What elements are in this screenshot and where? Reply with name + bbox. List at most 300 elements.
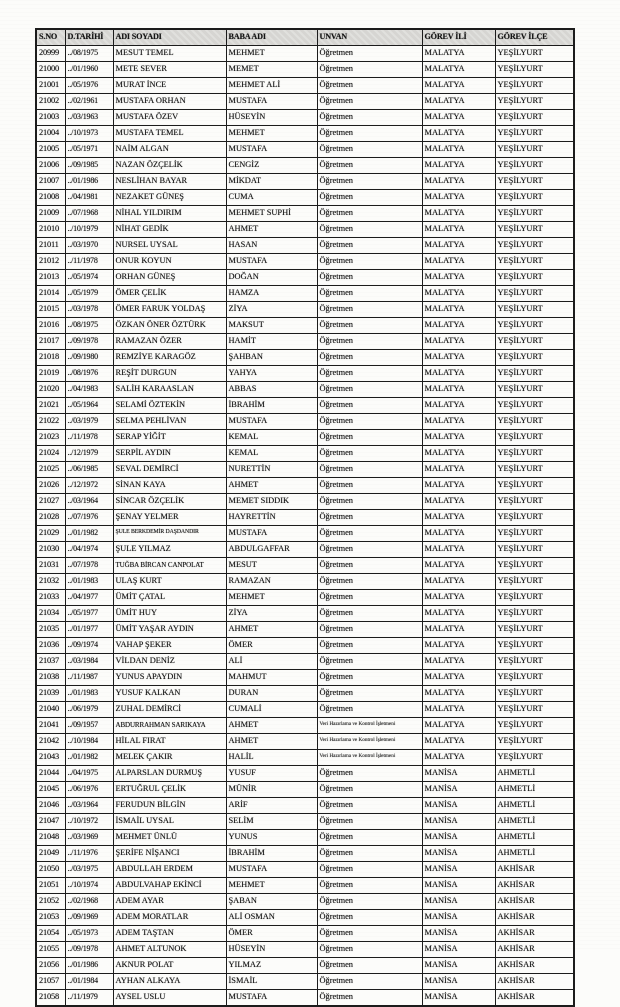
cell-gorev_ilce: YEŞİLYURT [495,510,574,526]
cell-unvan: Öğretmen [317,446,422,462]
cell-baba_adi: MUSTAFA [226,414,317,430]
cell-gorev_ili: MALATYA [422,366,495,382]
cell-sno: 21034 [36,606,65,622]
cell-unvan: Öğretmen [317,110,422,126]
cell-sno: 21051 [36,878,65,894]
cell-gorev_ilce: AKHİSAR [495,958,574,974]
cell-unvan: Öğretmen [317,478,422,494]
cell-baba_adi: MİKDAT [226,174,317,190]
cell-dtarihi: ../11/1978 [65,430,113,446]
cell-dtarihi: ../04/1977 [65,590,113,606]
cell-unvan: Öğretmen [317,878,422,894]
cell-adi_soyadi: REŞİT DURGUN [113,366,226,382]
cell-gorev_ilce: YEŞİLYURT [495,542,574,558]
cell-sno: 21036 [36,638,65,654]
cell-sno: 21046 [36,798,65,814]
cell-gorev_ili: MALATYA [422,622,495,638]
cell-dtarihi: ../01/1960 [65,62,113,78]
table-row [36,622,574,638]
table-row [36,286,574,302]
cell-gorev_ilce: AKHİSAR [495,926,574,942]
cell-gorev_ili: MANİSA [422,910,495,926]
cell-gorev_ilce: YEŞİLYURT [495,478,574,494]
cell-unvan: Öğretmen [317,894,422,910]
cell-gorev_ilce: YEŞİLYURT [495,702,574,718]
cell-gorev_ili: MANİSA [422,894,495,910]
table-row [36,990,574,1007]
cell-baba_adi: ALİ [226,654,317,670]
cell-gorev_ili: MALATYA [422,638,495,654]
cell-adi_soyadi: ORHAN GÜNEŞ [113,270,226,286]
cell-sno: 21000 [36,62,65,78]
cell-dtarihi: ../01/1983 [65,686,113,702]
table-row [36,814,574,830]
cell-baba_adi: HALİL [226,750,317,766]
cell-adi_soyadi: ŞERİFE NİŞANCI [113,846,226,862]
table-row [36,942,574,958]
cell-sno: 21031 [36,558,65,574]
cell-gorev_ilce: YEŞİLYURT [495,62,574,78]
cell-dtarihi: ../01/1986 [65,174,113,190]
table-row [36,126,574,142]
cell-gorev_ili: MANİSA [422,878,495,894]
cell-gorev_ilce: YEŞİLYURT [495,574,574,590]
cell-adi_soyadi: ERTUĞRUL ÇELİK [113,782,226,798]
cell-gorev_ili: MALATYA [422,126,495,142]
cell-baba_adi: MUSTAFA [226,526,317,542]
cell-gorev_ili: MALATYA [422,430,495,446]
cell-adi_soyadi: ÖMER FARUK YOLDAŞ [113,302,226,318]
cell-unvan: Öğretmen [317,558,422,574]
cell-gorev_ilce: YEŞİLYURT [495,590,574,606]
cell-gorev_ili: MALATYA [422,94,495,110]
cell-baba_adi: İBRAHİM [226,398,317,414]
cell-sno: 21047 [36,814,65,830]
table-row [36,734,574,750]
column-header-baba_adi: BABA ADI [226,29,317,46]
cell-adi_soyadi: ADEM MORATLAR [113,910,226,926]
cell-sno: 21012 [36,254,65,270]
cell-dtarihi: ../04/1974 [65,542,113,558]
cell-adi_soyadi: METE SEVER [113,62,226,78]
cell-sno: 21045 [36,782,65,798]
cell-unvan: Öğretmen [317,702,422,718]
cell-sno: 21048 [36,830,65,846]
cell-gorev_ilce: YEŞİLYURT [495,734,574,750]
cell-baba_adi: AHMET [226,478,317,494]
table-row [36,558,574,574]
cell-gorev_ilce: YEŞİLYURT [495,238,574,254]
cell-sno: 21030 [36,542,65,558]
cell-dtarihi: ../04/1983 [65,382,113,398]
cell-gorev_ili: MALATYA [422,158,495,174]
cell-unvan: Öğretmen [317,142,422,158]
table-row [36,510,574,526]
cell-adi_soyadi: ÜMİT ÇATAL [113,590,226,606]
cell-gorev_ili: MANİSA [422,942,495,958]
cell-adi_soyadi: FERUDUN BİLGİN [113,798,226,814]
cell-dtarihi: ../09/1980 [65,350,113,366]
cell-gorev_ilce: YEŞİLYURT [495,382,574,398]
cell-baba_adi: MAKSUT [226,318,317,334]
cell-unvan: Öğretmen [317,590,422,606]
cell-sno: 21037 [36,654,65,670]
cell-baba_adi: NURETTİN [226,462,317,478]
cell-gorev_ili: MANİSA [422,862,495,878]
cell-adi_soyadi: AHMET ALTUNOK [113,942,226,958]
table-row [36,590,574,606]
cell-unvan: Öğretmen [317,430,422,446]
cell-sno: 21022 [36,414,65,430]
cell-adi_soyadi: ÜMİT HUY [113,606,226,622]
cell-adi_soyadi: YUNUS APAYDIN [113,670,226,686]
cell-unvan: Öğretmen [317,318,422,334]
cell-gorev_ilce: YEŞİLYURT [495,350,574,366]
cell-adi_soyadi: SEVAL DEMİRCİ [113,462,226,478]
cell-gorev_ili: MALATYA [422,254,495,270]
cell-unvan: Öğretmen [317,814,422,830]
cell-adi_soyadi: ÖZKAN ÖNER ÖZTÜRK [113,318,226,334]
table-row [36,430,574,446]
cell-adi_soyadi: ABDURRAHMAN SARIKAYA [113,718,226,734]
cell-baba_adi: MÜNİR [226,782,317,798]
cell-dtarihi: ../03/1964 [65,494,113,510]
cell-gorev_ili: MALATYA [422,334,495,350]
cell-unvan: Öğretmen [317,766,422,782]
cell-baba_adi: MEHMET [226,126,317,142]
cell-baba_adi: İSMAİL [226,974,317,990]
cell-dtarihi: ../12/1979 [65,446,113,462]
cell-gorev_ili: MALATYA [422,46,495,62]
cell-sno: 21019 [36,366,65,382]
cell-dtarihi: ../10/1972 [65,814,113,830]
cell-baba_adi: CUMALİ [226,702,317,718]
cell-gorev_ili: MALATYA [422,78,495,94]
cell-baba_adi: YAHYA [226,366,317,382]
cell-gorev_ili: MANİSA [422,766,495,782]
cell-dtarihi: ../02/1968 [65,894,113,910]
cell-gorev_ilce: YEŞİLYURT [495,286,574,302]
cell-sno: 21025 [36,462,65,478]
cell-baba_adi: AHMET [226,622,317,638]
table-row [36,894,574,910]
cell-baba_adi: MUSTAFA [226,94,317,110]
cell-sno: 21026 [36,478,65,494]
cell-gorev_ili: MALATYA [422,590,495,606]
cell-dtarihi: ../03/1963 [65,110,113,126]
cell-adi_soyadi: MUSTAFA ÖZEV [113,110,226,126]
cell-baba_adi: ZİYA [226,302,317,318]
cell-baba_adi: KEMAL [226,430,317,446]
cell-baba_adi: HAMİT [226,334,317,350]
cell-dtarihi: ../09/1957 [65,718,113,734]
cell-gorev_ili: MALATYA [422,110,495,126]
cell-unvan: Öğretmen [317,334,422,350]
cell-gorev_ili: MALATYA [422,734,495,750]
cell-unvan: Öğretmen [317,782,422,798]
table-row [36,766,574,782]
cell-gorev_ili: MALATYA [422,510,495,526]
cell-gorev_ili: MANİSA [422,926,495,942]
cell-adi_soyadi: SİNCAR ÖZÇELİK [113,494,226,510]
cell-baba_adi: ARİF [226,798,317,814]
cell-dtarihi: ../08/1975 [65,318,113,334]
table-row [36,462,574,478]
cell-gorev_ili: MALATYA [422,462,495,478]
cell-sno: 21050 [36,862,65,878]
cell-unvan: Öğretmen [317,510,422,526]
cell-sno: 21016 [36,318,65,334]
cell-dtarihi: ../06/1976 [65,782,113,798]
cell-dtarihi: ../01/1977 [65,622,113,638]
cell-dtarihi: ../04/1981 [65,190,113,206]
cell-gorev_ilce: AHMETLİ [495,846,574,862]
cell-unvan: Öğretmen [317,670,422,686]
table-row [36,926,574,942]
cell-baba_adi: İBRAHİM [226,846,317,862]
cell-baba_adi: MESUT [226,558,317,574]
cell-sno: 21020 [36,382,65,398]
cell-adi_soyadi: ABDULLAH ERDEM [113,862,226,878]
cell-gorev_ilce: AHMETLİ [495,782,574,798]
cell-baba_adi: YILMAZ [226,958,317,974]
cell-dtarihi: ../03/1970 [65,238,113,254]
header-row [36,29,574,46]
cell-gorev_ili: MALATYA [422,222,495,238]
cell-gorev_ilce: YEŞİLYURT [495,622,574,638]
cell-adi_soyadi: SERPİL AYDIN [113,446,226,462]
cell-gorev_ili: MALATYA [422,654,495,670]
cell-gorev_ili: MALATYA [422,606,495,622]
table-row [36,190,574,206]
cell-adi_soyadi: NURSEL UYSAL [113,238,226,254]
cell-adi_soyadi: MUSTAFA ORHAN [113,94,226,110]
table-row [36,302,574,318]
cell-unvan: Öğretmen [317,206,422,222]
cell-dtarihi: ../05/1974 [65,270,113,286]
cell-gorev_ili: MANİSA [422,782,495,798]
cell-adi_soyadi: RAMAZAN ÖZER [113,334,226,350]
cell-baba_adi: MAHMUT [226,670,317,686]
cell-sno: 21013 [36,270,65,286]
cell-gorev_ili: MALATYA [422,270,495,286]
cell-unvan: Öğretmen [317,350,422,366]
cell-baba_adi: MEHMET ALİ [226,78,317,94]
cell-gorev_ili: MALATYA [422,190,495,206]
cell-adi_soyadi: ZUHAL DEMİRCİ [113,702,226,718]
cell-gorev_ilce: YEŞİLYURT [495,270,574,286]
cell-dtarihi: ../10/1979 [65,222,113,238]
cell-gorev_ilce: AKHİSAR [495,894,574,910]
cell-gorev_ili: MALATYA [422,350,495,366]
cell-unvan: Öğretmen [317,174,422,190]
cell-dtarihi: ../01/1984 [65,974,113,990]
cell-unvan: Öğretmen [317,78,422,94]
cell-baba_adi: MEHMET [226,878,317,894]
cell-dtarihi: ../03/1964 [65,798,113,814]
cell-gorev_ili: MALATYA [422,206,495,222]
cell-gorev_ilce: YEŞİLYURT [495,638,574,654]
cell-dtarihi: ../03/1984 [65,654,113,670]
cell-gorev_ili: MANİSA [422,814,495,830]
cell-adi_soyadi: SALİH KARAASLAN [113,382,226,398]
cell-unvan: Veri Hazırlama ve Kontrol İşletmeni [317,734,422,750]
cell-gorev_ili: MALATYA [422,318,495,334]
cell-dtarihi: ../11/1979 [65,990,113,1007]
table-row [36,798,574,814]
cell-gorev_ilce: AKHİSAR [495,910,574,926]
cell-dtarihi: ../05/1973 [65,926,113,942]
cell-unvan: Veri Hazırlama ve Kontrol İşletmeni [317,718,422,734]
cell-gorev_ili: MANİSA [422,958,495,974]
cell-gorev_ili: MALATYA [422,142,495,158]
cell-baba_adi: RAMAZAN [226,574,317,590]
cell-gorev_ili: MALATYA [422,302,495,318]
cell-sno: 21055 [36,942,65,958]
personnel-table [35,28,575,1007]
cell-adi_soyadi: MUSTAFA TEMEL [113,126,226,142]
cell-baba_adi: MEMET SIDDIK [226,494,317,510]
cell-sno: 21029 [36,526,65,542]
cell-baba_adi: AHMET [226,734,317,750]
cell-unvan: Öğretmen [317,302,422,318]
cell-gorev_ilce: YEŞİLYURT [495,558,574,574]
cell-adi_soyadi: AYHAN ALKAYA [113,974,226,990]
column-header-sno: S.NO [36,29,65,46]
cell-gorev_ilce: YEŞİLYURT [495,318,574,334]
cell-gorev_ili: MALATYA [422,494,495,510]
cell-gorev_ili: MALATYA [422,398,495,414]
table-row [36,670,574,686]
cell-baba_adi: ABDULGAFFAR [226,542,317,558]
cell-gorev_ili: MALATYA [422,446,495,462]
cell-adi_soyadi: NAİM ALGAN [113,142,226,158]
cell-sno: 21017 [36,334,65,350]
cell-sno: 20999 [36,46,65,62]
cell-sno: 21014 [36,286,65,302]
cell-unvan: Öğretmen [317,286,422,302]
cell-adi_soyadi: SİNAN KAYA [113,478,226,494]
cell-sno: 21008 [36,190,65,206]
cell-baba_adi: HÜSEYİN [226,942,317,958]
cell-sno: 21042 [36,734,65,750]
table-row [36,78,574,94]
cell-unvan: Öğretmen [317,158,422,174]
cell-gorev_ilce: YEŞİLYURT [495,750,574,766]
cell-gorev_ilce: YEŞİLYURT [495,430,574,446]
cell-sno: 21002 [36,94,65,110]
cell-sno: 21024 [36,446,65,462]
cell-adi_soyadi: ŞENAY YELMER [113,510,226,526]
cell-adi_soyadi: TUĞBA BİRCAN CANPOLAT [113,558,226,574]
table-row [36,398,574,414]
cell-unvan: Öğretmen [317,686,422,702]
cell-gorev_ili: MALATYA [422,414,495,430]
cell-gorev_ili: MALATYA [422,750,495,766]
cell-adi_soyadi: ONUR KOYUN [113,254,226,270]
cell-sno: 21027 [36,494,65,510]
cell-dtarihi: ../01/1982 [65,750,113,766]
table-row [36,686,574,702]
cell-baba_adi: DOĞAN [226,270,317,286]
cell-baba_adi: MUSTAFA [226,862,317,878]
cell-dtarihi: ../03/1969 [65,830,113,846]
cell-sno: 21018 [36,350,65,366]
column-header-adi_soyadi: ADI SOYADI [113,29,226,46]
cell-gorev_ilce: AHMETLİ [495,798,574,814]
cell-adi_soyadi: AYSEL USLU [113,990,226,1007]
cell-gorev_ilce: YEŞİLYURT [495,366,574,382]
cell-dtarihi: ../01/1986 [65,958,113,974]
cell-dtarihi: ../10/1984 [65,734,113,750]
cell-sno: 21043 [36,750,65,766]
cell-adi_soyadi: ALPARSLAN DURMUŞ [113,766,226,782]
cell-sno: 21049 [36,846,65,862]
cell-adi_soyadi: SERAP YİĞİT [113,430,226,446]
table-row [36,526,574,542]
cell-gorev_ili: MALATYA [422,574,495,590]
cell-gorev_ilce: YEŞİLYURT [495,302,574,318]
table-row [36,718,574,734]
cell-unvan: Öğretmen [317,974,422,990]
table-row [36,158,574,174]
table-row [36,542,574,558]
cell-gorev_ilce: YEŞİLYURT [495,654,574,670]
cell-dtarihi: ../09/1985 [65,158,113,174]
cell-gorev_ilce: YEŞİLYURT [495,126,574,142]
cell-gorev_ilce: AKHİSAR [495,990,574,1007]
table-row [36,446,574,462]
cell-baba_adi: ABBAS [226,382,317,398]
cell-baba_adi: HAYRETTİN [226,510,317,526]
cell-unvan: Öğretmen [317,238,422,254]
table-body [36,46,574,1007]
cell-unvan: Öğretmen [317,622,422,638]
cell-baba_adi: HASAN [226,238,317,254]
cell-dtarihi: ../07/1976 [65,510,113,526]
cell-unvan: Öğretmen [317,910,422,926]
cell-adi_soyadi: ADEM TAŞTAN [113,926,226,942]
cell-dtarihi: ../09/1978 [65,334,113,350]
cell-baba_adi: ALİ OSMAN [226,910,317,926]
cell-gorev_ilce: YEŞİLYURT [495,526,574,542]
cell-sno: 21057 [36,974,65,990]
table-row [36,414,574,430]
cell-adi_soyadi: NAZAN ÖZÇELİK [113,158,226,174]
cell-sno: 21006 [36,158,65,174]
table-row [36,142,574,158]
cell-gorev_ilce: YEŞİLYURT [495,446,574,462]
cell-baba_adi: DURAN [226,686,317,702]
cell-adi_soyadi: MEHMET ÜNLÜ [113,830,226,846]
cell-sno: 21052 [36,894,65,910]
cell-adi_soyadi: MELEK ÇAKIR [113,750,226,766]
cell-dtarihi: ../08/1975 [65,46,113,62]
cell-adi_soyadi: AKNUR POLAT [113,958,226,974]
cell-adi_soyadi: İSMAİL UYSAL [113,814,226,830]
cell-sno: 21010 [36,222,65,238]
cell-sno: 21033 [36,590,65,606]
cell-dtarihi: ../06/1979 [65,702,113,718]
table-row [36,174,574,190]
cell-unvan: Öğretmen [317,222,422,238]
cell-gorev_ilce: AHMETLİ [495,766,574,782]
cell-dtarihi: ../01/1983 [65,574,113,590]
cell-baba_adi: HÜSEYİN [226,110,317,126]
cell-sno: 21003 [36,110,65,126]
cell-gorev_ilce: YEŞİLYURT [495,206,574,222]
cell-baba_adi: SELİM [226,814,317,830]
